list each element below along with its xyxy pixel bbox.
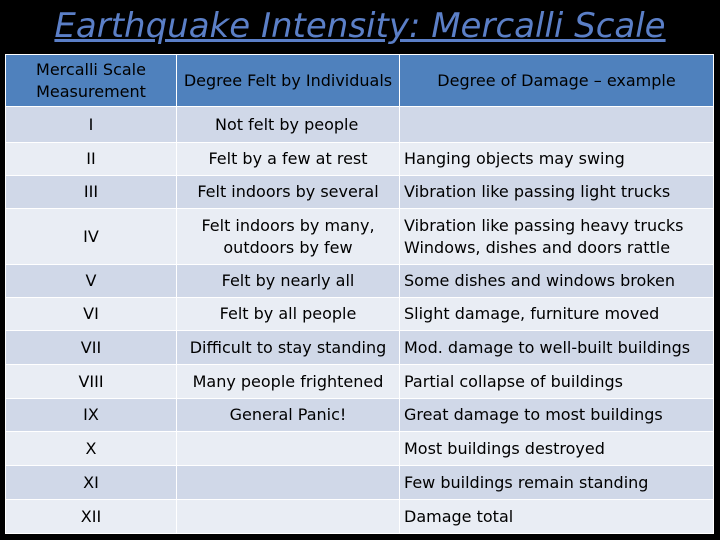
damage-cell: Hanging objects may swing [400, 143, 714, 176]
level-cell: I [6, 107, 177, 143]
damage-cell: Few buildings remain standing [400, 466, 714, 500]
damage-cell: Vibration like passing heavy trucks Windows, dishes and doors rattle [400, 209, 714, 265]
felt-cell: Felt by nearly all [177, 265, 400, 298]
page-title: Earthquake Intensity: Mercalli Scale [54, 6, 666, 46]
table-row [6, 466, 714, 500]
mercalli-table [5, 54, 714, 534]
table-row [6, 176, 714, 209]
level-cell: VIII [6, 365, 177, 399]
damage-cell: Slight damage, furniture moved [400, 298, 714, 331]
table-row [6, 365, 714, 399]
level-cell: II [6, 143, 177, 176]
felt-cell [177, 466, 400, 500]
table-row [6, 399, 714, 432]
table-header-row [6, 55, 714, 107]
felt-cell: Difficult to stay standing [177, 331, 400, 365]
damage-cell: Partial collapse of buildings [400, 365, 714, 399]
damage-cell [400, 107, 714, 143]
damage-cell: Great damage to most buildings [400, 399, 714, 432]
felt-cell: Many people frightened [177, 365, 400, 399]
damage-cell: Some dishes and windows broken [400, 265, 714, 298]
felt-cell: General Panic! [177, 399, 400, 432]
level-cell: XII [6, 500, 177, 534]
felt-cell: Felt by all people [177, 298, 400, 331]
table-row [6, 209, 714, 265]
header-degree-damage: Degree of Damage – example [400, 55, 714, 107]
level-cell: IX [6, 399, 177, 432]
felt-cell: Felt by a few at rest [177, 143, 400, 176]
damage-cell: Vibration like passing light trucks [400, 176, 714, 209]
level-cell: XI [6, 466, 177, 500]
level-cell: VII [6, 331, 177, 365]
felt-cell: Not felt by people [177, 107, 400, 143]
damage-cell: Most buildings destroyed [400, 432, 714, 466]
damage-cell: Damage total [400, 500, 714, 534]
table-row [6, 331, 714, 365]
felt-cell [177, 432, 400, 466]
header-degree-felt: Degree Felt by Individuals [177, 55, 400, 107]
table-row [6, 143, 714, 176]
header-measurement: Mercalli Scale Measurement [6, 55, 177, 107]
felt-cell: Felt indoors by several [177, 176, 400, 209]
table-row [6, 298, 714, 331]
table-row [6, 265, 714, 298]
level-cell: V [6, 265, 177, 298]
table-row [6, 432, 714, 466]
felt-cell [177, 500, 400, 534]
table-row [6, 107, 714, 143]
felt-cell: Felt indoors by many, outdoors by few [177, 209, 400, 265]
damage-cell: Mod. damage to well-built buildings [400, 331, 714, 365]
level-cell: III [6, 176, 177, 209]
level-cell: IV [6, 209, 177, 265]
table-row [6, 500, 714, 534]
level-cell: VI [6, 298, 177, 331]
level-cell: X [6, 432, 177, 466]
